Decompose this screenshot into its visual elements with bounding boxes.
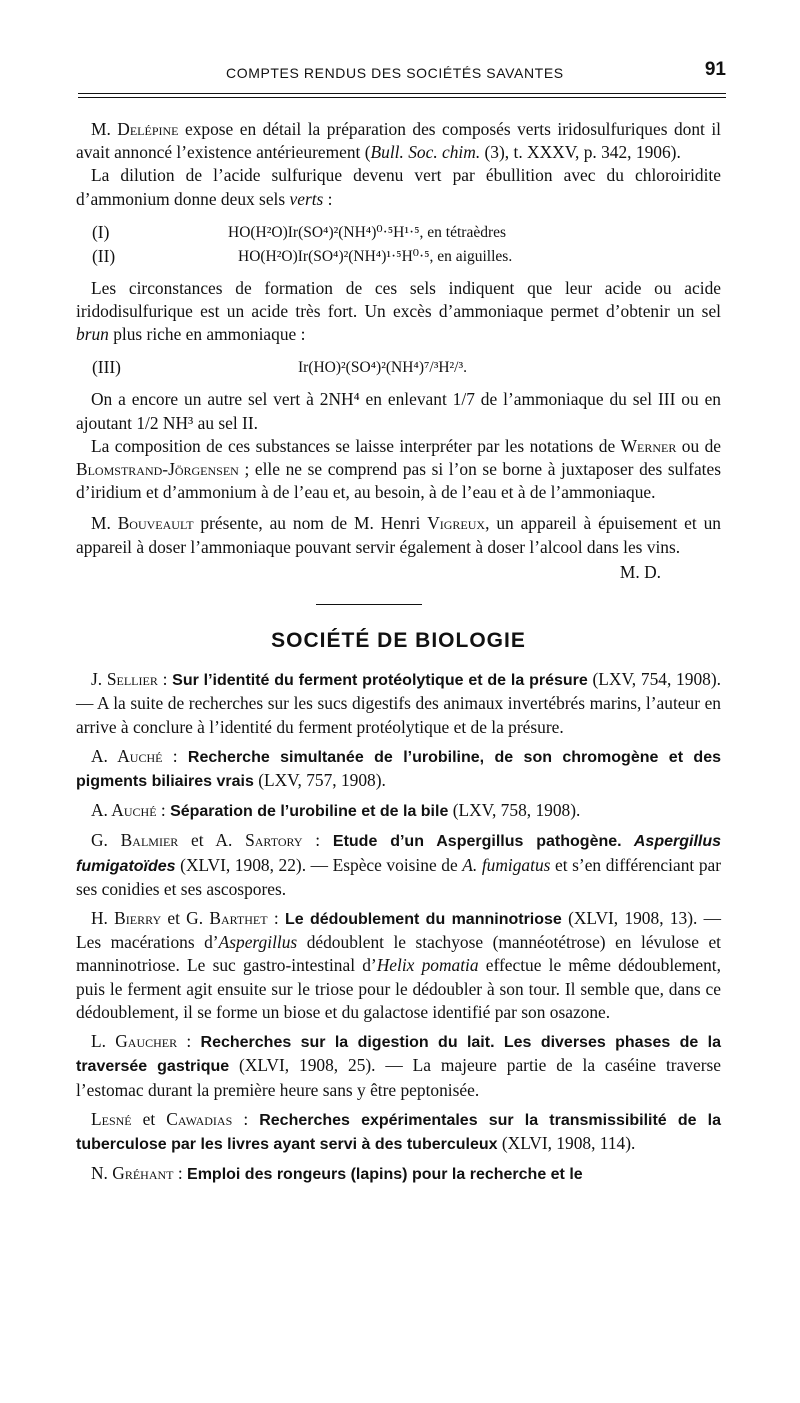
author-name: M. Delépine — [91, 119, 179, 139]
header-rule — [78, 93, 726, 94]
formula-expression: HO(H²O)Ir(SO⁴)²(NH⁴)⁰·⁵H¹·⁵, en tétraèdres — [228, 223, 507, 241]
author-name: Werner — [620, 435, 677, 456]
green-salt-paragraph: On a encore un autre sel vert à 2NH⁴ en enlevant 1/7 de l’ammoniaque du sel III ou en ajoutant 1/2 NH³ au sel II. — [76, 389, 721, 433]
abstract-entry: H. Bierry et G. Barthet : Le dédoublement du manninotriose (XLVI, 1908, 13). — Les macérations d’Aspergillus dédoublent le stachyose (mannéotétrose) en lévulose et manninotriose. Le suc gastro-intestinal d’Helix pomatia effectue le même dédoublement, puis le ferment agit ensuite sur le triose pour le dédoubler à son tour. Il semble que, dans ce dédoublement, il se forme un biose et du galactose identifié par son osazone. — [76, 908, 721, 1022]
entry-title: Recherches sur la digestion du lait. Les diverses phases de la traversée gastrique — [76, 1034, 722, 1076]
formula-row — [76, 245, 721, 269]
formula-number: (III) — [92, 357, 121, 378]
circumstances-paragraph: Les circonstances de formation de ces sels indiquent que leur acide ou acide iridodisulfurique est un acide très fort. Un excès d’ammoniaque permet d’obtenir un sel brun plus riche en ammoniaque : — [76, 277, 721, 345]
delepine-paragraph: M. Delépine expose en détail la préparation des composés verts iridosulfuriques dont il avait annoncé l’existence antérieurement (Bull. Soc. chim. (3), t. XXXV, p. 342, 1906). — [76, 119, 722, 163]
composition-paragraph: La composition de ces substances se laisse interpréter par les notations de Werner ou de Blomstrand-Jörgensen ; elle ne se comprend pas si l’on se borne à juxtaposer des sulfates d’iridium et d’ammonium à de l’eau et, au besoin, à de l’eau et à de l’ammoniaque. — [76, 435, 721, 503]
author-name: Bouveault — [117, 513, 194, 534]
journal-citation: Bull. Soc. chim. — [370, 142, 481, 163]
dilution-paragraph: La dilution de l’acide sulfurique devenu vert par ébullition avec du chloroiridite d’ammonium donne deux sels verts : — [76, 165, 721, 209]
abstract-entry: N. Gréhant : Emploi des rongeurs (lapins) pour la recherche et le — [91, 1163, 583, 1184]
entry-title: Emploi des rongeurs (lapins) pour la recherche et le — [187, 1166, 583, 1184]
signature: M. D. — [619, 561, 661, 582]
abstract-entry: G. Balmier et A. Sartory : Etude d’un Aspergillus pathogène. Aspergillus fumigatoïdes (XLVI, 1908, 22). — Espèce voisine de A. fumigatus et s’en différenciant par ses conidies et ses ascospores. — [76, 830, 722, 899]
entry-title: Séparation de l’urobiline et de la bile — [170, 803, 449, 821]
formula-row — [76, 221, 721, 245]
author-name: Vigreux — [427, 513, 486, 534]
species-name: Aspergillus fumigatoïdes — [76, 833, 722, 875]
abstract-entry: L. Gaucher : Recherches sur la digestion du lait. Les diverses phases de la traversée gastrique (XLVI, 1908, 25). — La majeure partie de la caséine traverse l’estomac durant la première heure sans y être peptonisée. — [76, 1031, 722, 1100]
author-name: G. Balmier — [91, 830, 179, 851]
entry-title: Le dédoublement du manninotriose — [284, 911, 562, 929]
author-name: H. Bierry — [91, 908, 162, 929]
entry-title: Recherches expérimentales sur la transmissibilité de la tuberculose par les livres ayant servi à des tuberculeux — [76, 1111, 722, 1153]
header-rule-thin — [78, 97, 726, 98]
formula-number: (II) — [92, 245, 116, 266]
section-separator — [316, 604, 422, 605]
running-head: COMPTES RENDUS DES SOCIÉTÉS SAVANTES — [226, 65, 564, 81]
entry-title: Etude d’un Aspergillus pathogène. — [332, 833, 622, 851]
bouveault-paragraph: M. Bouveault présente, au nom de M. Henri Vigreux, un appareil à épuisement et un appareil à doser l’ammoniaque pouvant servir également à doser l’alcool dans les vins. — [76, 513, 721, 557]
author-name: L. Gaucher — [91, 1031, 178, 1052]
species-name: Helix pomatia — [376, 955, 479, 976]
author-name: Barthet — [209, 908, 268, 929]
formula-expression: Ir(HO)²(SO⁴)²(NH⁴)⁷/³H²/³. — [298, 359, 468, 377]
page-header — [90, 58, 726, 86]
formula-number: (I) — [92, 221, 110, 242]
formula-expression: HO(H²O)Ir(SO⁴)²(NH⁴)¹·⁵H⁰·⁵, en aiguilles. — [238, 247, 513, 265]
abstract-entry: A. Auché : Séparation de l’urobiline et de la bile (LXV, 758, 1908). — [91, 800, 581, 821]
author-name: Lesné — [91, 1108, 132, 1129]
entry-title: Recherche simultanée de l’urobiline, de son chromogène et des pigments biliaires vrais — [76, 748, 721, 791]
species-name: Aspergillus — [218, 932, 298, 953]
author-name: Sartory — [245, 830, 303, 851]
page-number: 91 — [704, 59, 726, 80]
abstract-entry: A. Auché : Recherche simultanée de l’urobiline, de son chromogène et des pigments biliaires vrais (LXV, 757, 1908). — [76, 745, 721, 791]
chemistry-section — [76, 118, 721, 1186]
author-name: A. Auché — [91, 745, 163, 766]
entry-title: Sur l’identité du ferment protéolytique et de la présure — [172, 672, 588, 690]
author-name: A. Auché — [91, 800, 157, 821]
formula-row — [76, 356, 721, 380]
author-name: J. Sellier — [91, 669, 158, 690]
section-title: SOCIÉTÉ DE BIOLOGIE — [271, 629, 526, 653]
abstract-entry: Lesné et Cawadias : Recherches expérimentales sur la transmissibilité de la tuberculose par les livres ayant servi à des tuberculeux (XLVI, 1908, 114). — [76, 1108, 722, 1153]
author-name: Cawadias — [166, 1108, 233, 1129]
species-name: A. fumigatus — [462, 854, 551, 875]
author-name: N. Gréhant — [91, 1163, 174, 1184]
abstract-entry: J. Sellier : Sur l’identité du ferment protéolytique et de la présure (LXV, 754, 1908). — A la suite de recherches sur les sucs digestifs des animaux invertébrés marins, l’auteur en arrive à conclure à l’identité du ferment protéolytique et de la présure. — [76, 669, 721, 737]
author-name: Blomstrand-Jörgensen — [76, 459, 239, 480]
